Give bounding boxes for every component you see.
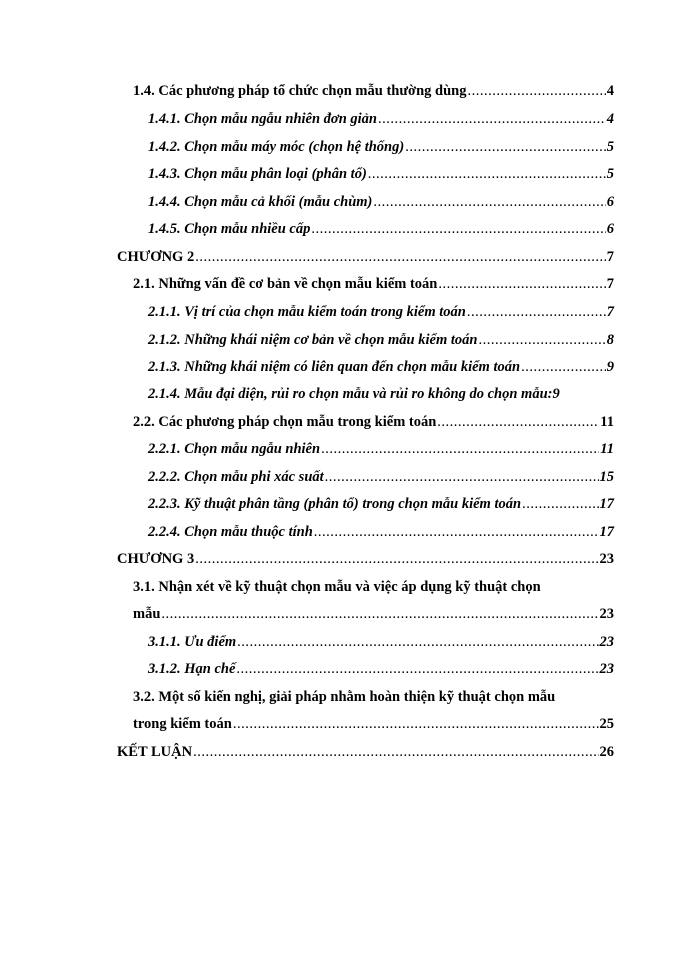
toc-entry-1-4-1[interactable] — [148, 112, 614, 127]
toc-entry-3-1-2[interactable] — [148, 662, 614, 677]
toc-entry-label: 2.1.2. Những khái niệm cơ bản về chọn mẫu kiểm toán — [148, 332, 478, 348]
toc-page-number: 23 — [599, 634, 614, 650]
dot-leader — [195, 552, 598, 567]
dot-leader — [467, 305, 606, 320]
toc-entry-label: 2.1.1. Vị trí của chọn mẫu kiểm toán trong kiểm toán — [148, 304, 466, 320]
toc-entry-1-4-5[interactable] — [148, 222, 614, 237]
toc-page-number: 15 — [599, 469, 614, 485]
dot-leader — [467, 84, 605, 99]
toc-entry-1-4-3[interactable] — [148, 167, 614, 182]
dot-leader — [405, 140, 606, 155]
toc-page-number: 23 — [599, 661, 614, 677]
dot-leader — [378, 112, 606, 127]
toc-entry-3-1-line1[interactable]: 3.1. Nhận xét về kỹ thuật chọn mẫu và việc áp dụng kỹ thuật chọn — [133, 579, 541, 595]
dot-leader — [368, 167, 606, 182]
toc-page-number: 4 — [606, 111, 614, 127]
dot-leader — [161, 607, 598, 622]
toc-entry-1-4-4[interactable] — [148, 195, 614, 210]
toc-entry-label: 1.4.4. Chọn mẫu cả khối (mẫu chùm) — [148, 194, 373, 210]
toc-entry-label: 1.4.2. Chọn mẫu máy móc (chọn hệ thống) — [148, 139, 405, 155]
toc-page-number: 7 — [606, 249, 614, 265]
toc-entry-2-2[interactable] — [133, 415, 614, 430]
toc-entry-label: KẾT LUẬN — [117, 744, 193, 760]
toc-entry-3-1-1[interactable] — [148, 635, 614, 650]
toc-entry-label: 1.4.3. Chọn mẫu phân loại (phân tổ) — [148, 166, 367, 182]
toc-entry-label: CHƯƠNG 3 — [117, 551, 195, 567]
toc-page-number: 7 — [606, 304, 614, 320]
dot-leader — [325, 470, 599, 485]
toc-entry-label: 3.1.1. Ưu điểm — [148, 634, 237, 650]
toc-entry-label: 2.2. Các phương pháp chọn mẫu trong kiểm toán — [133, 414, 437, 430]
toc-page-number: 4 — [606, 83, 614, 99]
dot-leader — [193, 745, 598, 760]
dot-leader — [478, 333, 605, 348]
dot-leader — [236, 662, 598, 677]
toc-page-number: 9 — [606, 359, 614, 375]
toc-entry-label: 2.1.3. Những khái niệm có liên quan đến chọn mẫu kiểm toán — [148, 359, 521, 375]
toc-entry-2-1-4[interactable] — [148, 387, 614, 402]
dot-leader — [373, 195, 605, 210]
toc-entry-label: 2.2.3. Kỹ thuật phân tầng (phân tổ) trong chọn mẫu kiểm toán — [148, 496, 522, 512]
toc-entry-label: 2.2.4. Chọn mẫu thuộc tính — [148, 524, 313, 540]
toc-page-number: 11 — [600, 414, 614, 430]
dot-leader — [321, 442, 599, 457]
dot-leader — [314, 525, 599, 540]
toc-entry-2-2-3[interactable] — [148, 497, 614, 512]
dot-leader — [521, 360, 606, 375]
dot-leader — [437, 415, 599, 430]
toc-entry-chuong-2[interactable] — [117, 250, 614, 265]
toc-entry-label: 2.2.2. Chọn mẫu phi xác suất — [148, 469, 324, 485]
dot-leader — [233, 717, 599, 732]
toc-entry-2-2-1[interactable] — [148, 442, 614, 457]
toc-entry-1-4-2[interactable] — [148, 140, 614, 155]
toc-entry-label: 3.1.2. Hạn chế — [148, 661, 236, 677]
toc-page-number: 17 — [599, 496, 614, 512]
toc-entry-chuong-3[interactable] — [117, 552, 614, 567]
toc-page-number: 23 — [599, 606, 614, 622]
toc-entry-2-2-4[interactable] — [148, 525, 614, 540]
toc-entry-2-1-2[interactable] — [148, 333, 614, 348]
dot-leader — [237, 635, 598, 650]
toc-entry-label: mẫu — [133, 606, 161, 622]
toc-page-number: 6 — [606, 194, 614, 210]
toc-entry-3-2[interactable] — [133, 717, 614, 732]
toc-page-number: 8 — [606, 332, 614, 348]
toc-entry-label: 1.4.1. Chọn mẫu ngẫu nhiên đơn giản — [148, 111, 377, 127]
toc-page-number: 25 — [599, 716, 614, 732]
toc-entry-2-2-2[interactable] — [148, 470, 614, 485]
toc-entry-2-1-1[interactable] — [148, 305, 614, 320]
toc-entry-2-1-3[interactable] — [148, 360, 614, 375]
toc-entry-2-1[interactable] — [133, 277, 614, 292]
toc-page-number: 17 — [599, 524, 614, 540]
toc-entry-label: 1.4. Các phương pháp tổ chức chọn mẫu thường dùng — [133, 83, 467, 99]
toc-entry-label: 2.2.1. Chọn mẫu ngẫu nhiên — [148, 441, 321, 457]
dot-leader — [522, 497, 598, 512]
dot-leader — [438, 277, 605, 292]
toc-entry-3-2-line1[interactable]: 3.2. Một số kiến nghị, giải pháp nhằm hoàn thiện kỹ thuật chọn mẫu — [133, 689, 556, 705]
toc-page-number: 23 — [599, 551, 614, 567]
toc-entry-ket-luan[interactable] — [117, 745, 614, 760]
toc-page-number: 5 — [606, 139, 614, 155]
dot-leader — [195, 250, 606, 265]
toc-page-number: 9 — [552, 386, 560, 402]
toc-page-number: 7 — [606, 276, 614, 292]
toc-page-number: 26 — [599, 744, 614, 760]
toc-entry-label: trong kiểm toán — [133, 716, 232, 732]
toc-entry-3-1[interactable] — [133, 607, 614, 622]
toc-page-number: 5 — [606, 166, 614, 182]
toc-entry-label: 1.4.5. Chọn mẫu nhiều cấp — [148, 221, 311, 237]
toc-page-number: 11 — [600, 441, 614, 457]
toc-entry-1-4[interactable] — [133, 84, 614, 99]
toc-entry-label: 2.1.4. Mẫu đại diện, rủi ro chọn mẫu và rủi ro không do chọn mẫu: — [148, 386, 553, 402]
toc-entry-label: 2.1. Những vấn đề cơ bản về chọn mẫu kiểm toán — [133, 276, 438, 292]
dot-leader — [311, 222, 605, 237]
toc-page-number: 6 — [606, 221, 614, 237]
toc-entry-label: CHƯƠNG 2 — [117, 249, 195, 265]
